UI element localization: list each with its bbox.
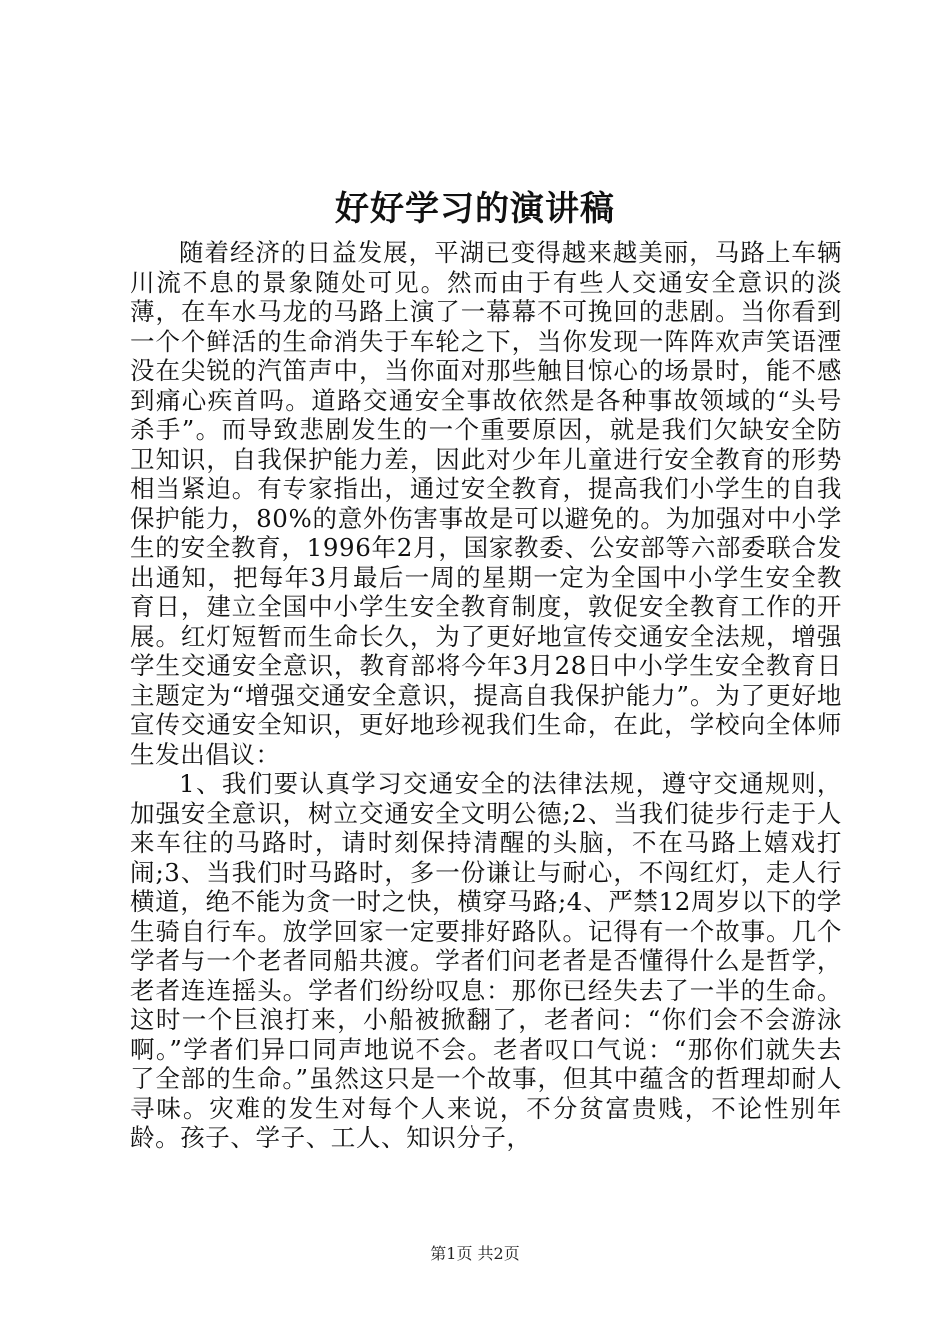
document-body [130, 238, 842, 1153]
document-title: 好好学习的演讲稿 [335, 189, 615, 229]
paragraph-2: 1、我们要认真学习交通安全的法律法规，遵守交通规则，加强安全意识，树立交通安全文明公德;2、当我们徒步行走于人来车往的马路时，请时刻保持清醒的头脑，不在马路上嬉戏打闹;3、当我们时马路时，多一份谦让与耐心，不闯红灯，走人行横道，绝不能为贪一时之快，横穿马路;4、严禁12周岁以下的学生骑自行车。放学回家一定要排好路队。记得有一个故事。几个学者与一个老者同船共渡。学者们问老者是否懂得什么是哲学，老者连连摇头。学者们纷纷叹息：那你已经失去了一半的生命。这时一个巨浪打来，小船被掀翻了，老者问：“你们会不会游泳啊。”学者们异口同声地说不会。老者叹口气说：“那你们就失去了全部的生命。”虽然这只是一个故事，但其中蕴含的哲理却耐人寻味。灾难的发生对每个人来说，不分贫富贵贱，不论性别年龄。孩子、学子、工人、知识分子， [130, 769, 843, 1152]
page-footer: 第1页 共2页 [430, 1244, 520, 1263]
paragraph-1: 随着经济的日益发展，平湖已变得越来越美丽，马路上车辆川流不息的景象随处可见。然而由于有些人交通安全意识的淡薄，在车水马龙的马路上演了一幕幕不可挽回的悲剧。当你看到一个个鲜活的生命消失于车轮之下，当你发现一阵阵欢声笑语湮没在尖锐的汽笛声中，当你面对那些触目惊心的场景时，能不感到痛心疾首吗。道路交通安全事故依然是各种事故领域的“头号杀手”。而导致悲剧发生的一个重要原因，就是我们欠缺安全防卫知识，自我保护能力差，因此对少年儿童进行安全教育的形势相当紧迫。有专家指出，通过安全教育，提高我们小学生的自我保护能力，80%的意外伤害事故是可以避免的。为加强对中小学生的安全教育，1996年2月，国家教委、公安部等六部委联合发出通知，把每年3月最后一周的星期一定为全国中小学生安全教育日，建立全国中小学生安全教育制度，敦促安全教育工作的开展。红灯短暂而生命长久，为了更好地宣传交通安全法规，增强学生交通安全意识，教育部将今年3月28日中小学生安全教育日主题定为“增强交通安全意识，提高自我保护能力”。为了更好地宣传交通安全知识，更好地珍视我们生命，在此，学校向全体师生发出倡议： [130, 238, 842, 769]
